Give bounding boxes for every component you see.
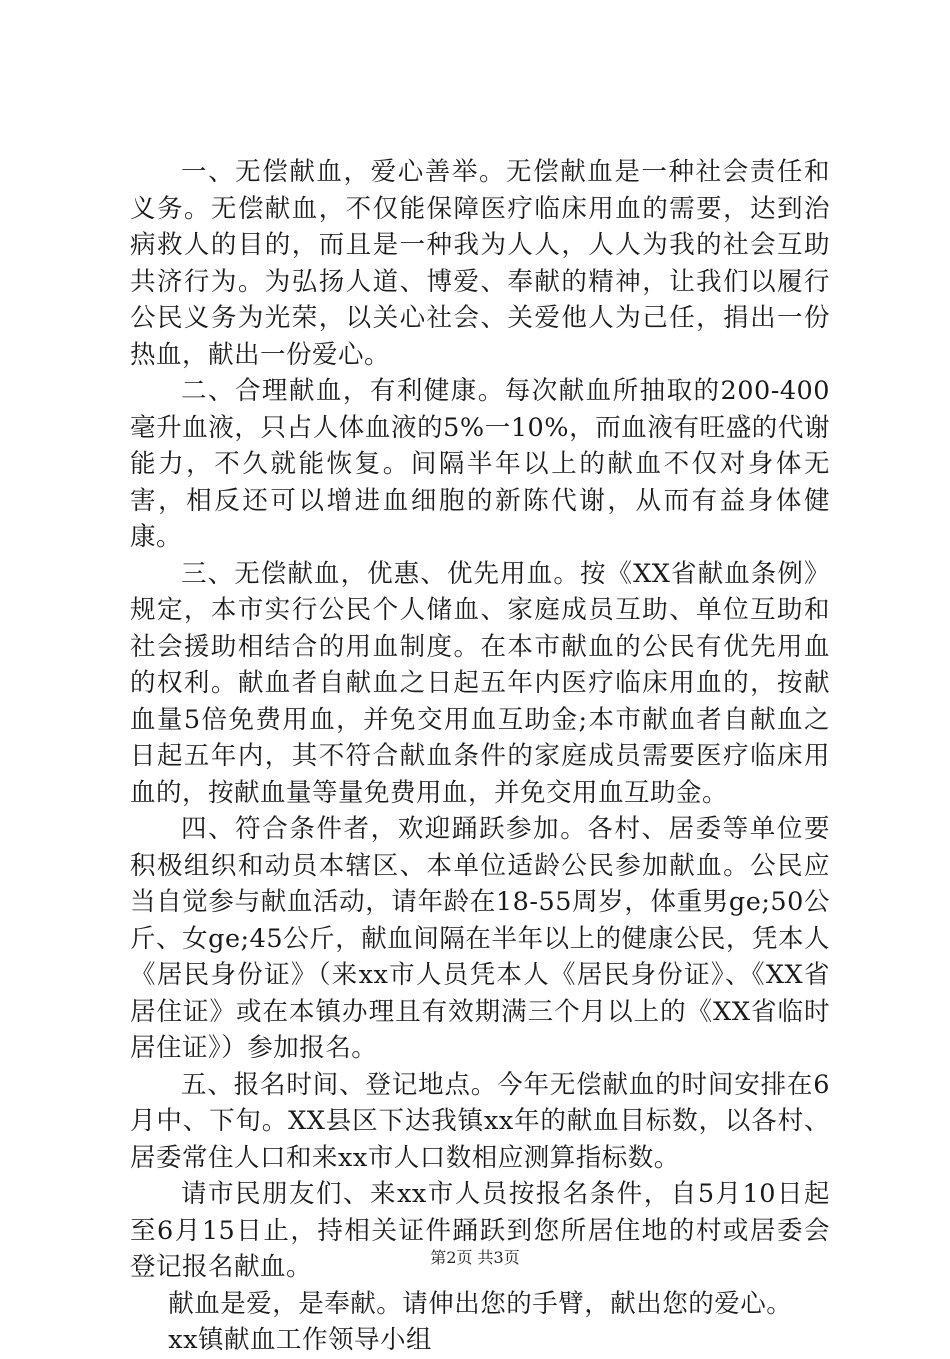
paragraph-section-5: 五、报名时间、登记地点。今年无偿献血的时间安排在6月中、下旬。XX县区下达我镇xx年的献血目标数，以各村、居委常住人口和来xx市人口数相应测算指标数。 [130,1069,830,1173]
paragraph-invitation: 请市民朋友们、来xx市人员按报名条件，自5月10日起至6月15日止，持相关证件踊跃到您所居住地的村或居委会登记报名献血。 [130,1179,830,1282]
page-number-footer: 第2页 共3页 [430,1248,520,1267]
paragraph-closing: 献血是爱，是奉献。请伸出您的手臂，献出您的爱心。 [168,1288,793,1319]
paragraph-section-4: 四、符合条件者，欢迎踊跃参加。各村、居委等单位要积极组织和动员本辖区、本单位适龄公民参加献血。公民应当自觉参与献血活动，请年龄在18-55周岁，体重男ge;50公斤、女ge;45公斤，献血间隔在半年以上的健康公民，凭本人《居民身份证》（来xx市人员凭本人《居民身份证》、《XX省居住证》或在本镇办理且有效期满三个月以上的《XX省临时居住证》）参加报名。 [130,814,830,1063]
document-body [130,154,830,1359]
paragraph-section-3: 三、无偿献血，优惠、优先用血。按《XX省献血条例》规定，本市实行公民个人储血、家庭成员互助、单位互助和社会援助相结合的用血制度。在本市献血的公民有优先用血的权利。献血者自献血之日起五年内医疗临床用血的，按献血量5倍免费用血，并免交用血互助金;本市献血者自献血之日起五年内，其不符合献血条件的家庭成员需要医疗临床用血的，按献血量等量免费用血，并免交用血互助金。 [130,558,830,808]
paragraph-section-2: 二、合理献血，有利健康。每次献血所抽取的200-400毫升血液，只占人体血液的5%一10%，而血液有旺盛的代谢能力，不久就能恢复。间隔半年以上的献血不仅对身体无害，相反还可以增进血细胞的新陈代谢，从而有益身体健康。 [130,376,830,552]
signature-organization: xx镇献血工作领导小组 [168,1325,433,1355]
paragraph-section-1: 一、无偿献血，爱心善举。无偿献血是一种社会责任和义务。无偿献血，不仅能保障医疗临床用血的需要，达到治病救人的目的，而且是一种我为人人，人人为我的社会互助共济行为。为弘扬人道、博爱、奉献的精神，让我们以履行公民义务为光荣，以关心社会、关爱他人为己任，捐出一份热血，献出一份爱心。 [130,157,830,370]
